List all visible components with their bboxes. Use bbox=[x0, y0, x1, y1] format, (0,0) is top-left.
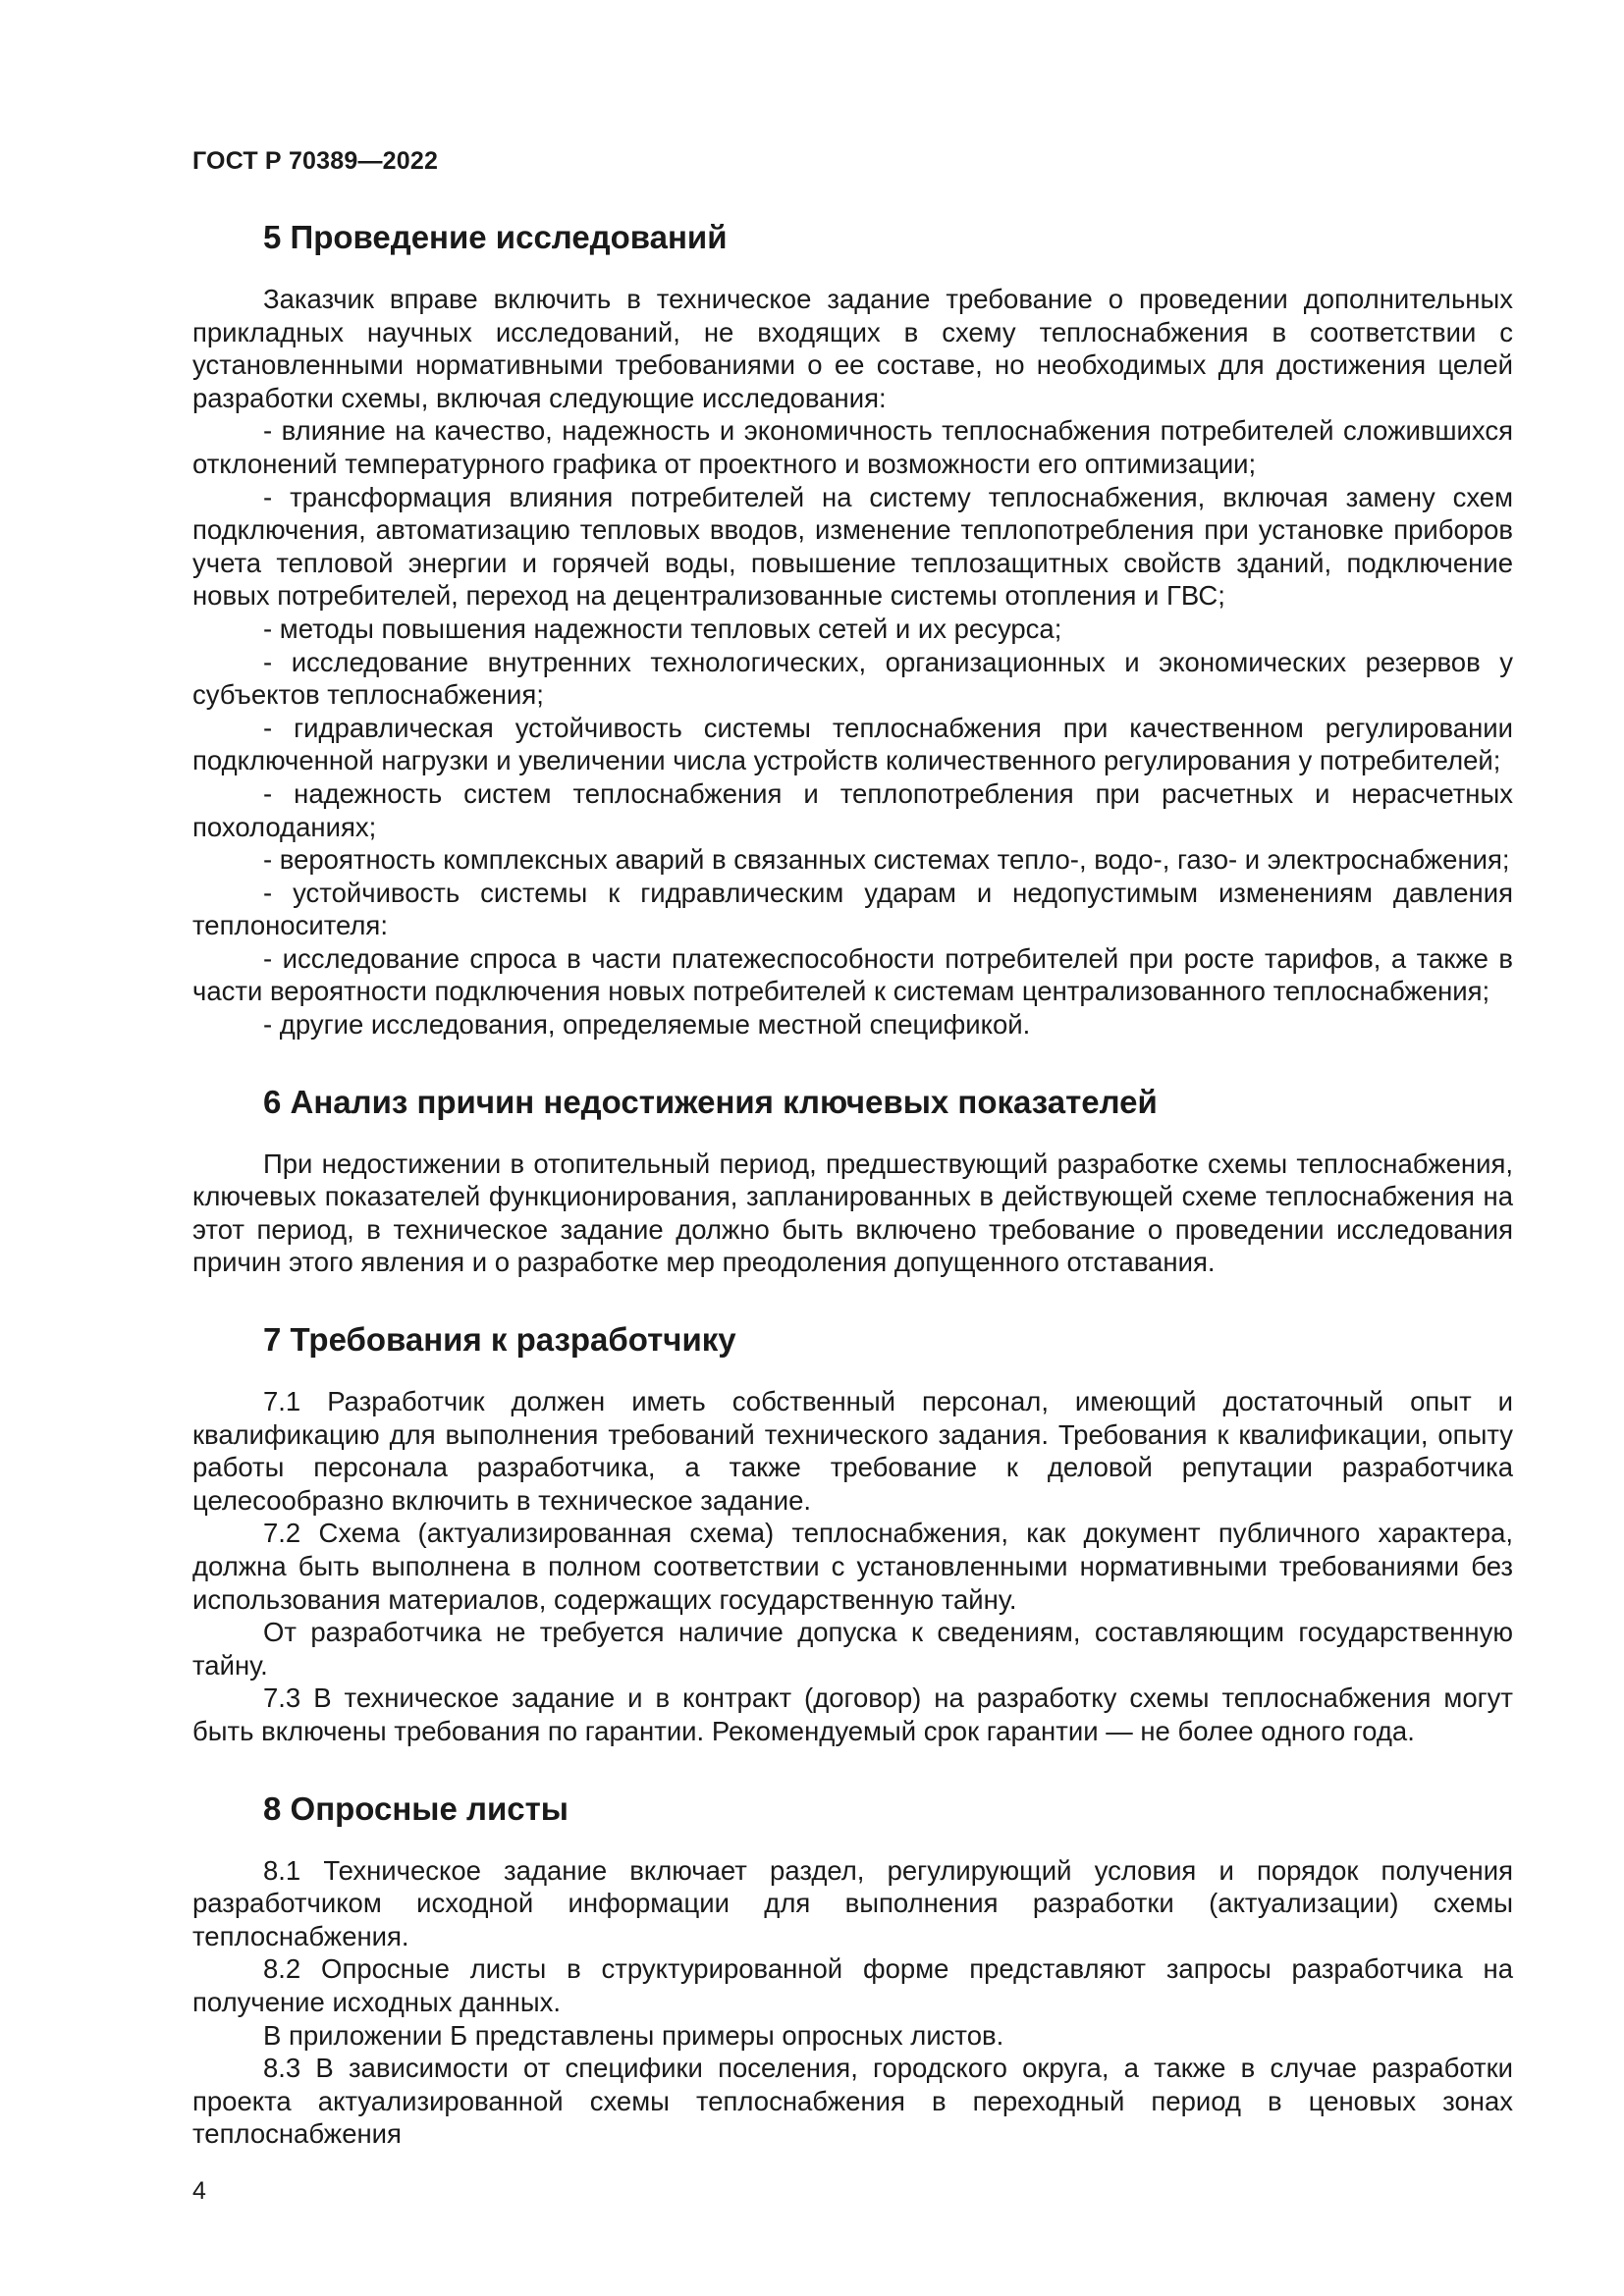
section-6 bbox=[192, 1083, 1513, 1279]
list-item: - надежность систем теплоснабжения и теплопотребления при расчетных и нерасчетных похолоданиях; bbox=[192, 777, 1513, 842]
list-item: - гидравлическая устойчивость системы теплоснабжения при качественном регулировании подключенной нагрузки и увеличении числа устройств количественного регулирования у потребителей; bbox=[192, 712, 1513, 776]
paragraph: В приложении Б представлены примеры опросных листов. bbox=[263, 2019, 1004, 2051]
paragraph: Заказчик вправе включить в техническое задание требование о проведении дополнительных прикладных научных исследований, не входящих в схему теплоснабжения в соответствии с установленными нормативными требованиями о ее составе, но необходимых для достижения целей разработки схемы, включая следующие исследования: bbox=[192, 284, 1513, 413]
paragraph: 8.3 В зависимости от специфики поселения, городского округа, а также в случае разработки проекта актуализированной схемы теплоснабжения в переходный период в ценовых зонах теплоснабжения bbox=[192, 2053, 1513, 2150]
list-item: - исследование спроса в части платежеспособности потребителей при росте тарифов, а также в части вероятности подключения новых потребителей к системам централизованного теплоснабжения; bbox=[192, 942, 1513, 1007]
section-title: 5 Проведение исследований bbox=[263, 219, 728, 255]
paragraph: 8.1 Техническое задание включает раздел, регулирующий условия и порядок получения разработчиком исходной информации для выполнения разработки (актуализации) схемы теплоснабжения. bbox=[192, 1854, 1513, 1951]
paragraph: 8.2 Опросные листы в структурированной форме представляют запросы разработчика на получение исходных данных. bbox=[192, 1953, 1513, 2017]
paragraph: 7.2 Схема (актуализированная схема) теплоснабжения, как документ публичного характера, должна быть выполнена в полном соответствии с установленными нормативными требованиями без использования материалов, содержащих государственную тайну. bbox=[192, 1518, 1513, 1615]
paragraph: 7.3 В техническое задание и в контракт (договор) на разработку схемы теплоснабжения могут быть включены требования по гарантии. Рекомендуемый срок гарантии — не более одного года. bbox=[192, 1682, 1513, 1746]
list-item: - другие исследования, определяемые местной спецификой. bbox=[263, 1009, 1031, 1041]
document-page bbox=[192, 0, 1513, 2296]
page-number: 4 bbox=[192, 2177, 206, 2205]
document-code-header: ГОСТ Р 70389—2022 bbox=[192, 147, 439, 175]
paragraph: 7.1 Разработчик должен иметь собственный персонал, имеющий достаточный опыт и квалификацию для выполнения требований технического задания. Требования к квалификации, опыту работы персонала разработчика, а также требование к деловой репутации разработчика целесообразно включить в техническое задание. bbox=[192, 1386, 1513, 1516]
list-item: - методы повышения надежности тепловых сетей и их ресурса; bbox=[263, 613, 1062, 644]
list-item: - влияние на качество, надежность и экономичность теплоснабжения потребителей сложившихся отклонений температурного графика от проектного и возможности его оптимизации; bbox=[192, 415, 1513, 479]
list-item: - устойчивость системы к гидравлическим ударам и недопустимым изменениям давления теплоносителя: bbox=[192, 877, 1513, 941]
section-title: 6 Анализ причин недостижения ключевых показателей bbox=[263, 1083, 1158, 1120]
paragraph: При недостижении в отопительный период, предшествующий разработке схемы теплоснабжения, ключевых показателей функционирования, запланированных в действующей схеме теплоснабжения на этот период, в техническое задание должно быть включено требование о проведении исследования причин этого явления и о разработке мер преодоления допущенного отставания. bbox=[192, 1148, 1513, 1278]
list-item: - трансформация влияния потребителей на систему теплоснабжения, включая замену схем подключения, автоматизацию тепловых вводов, изменение теплопотребления при установке приборов учета тепловой энергии и горячей воды, повышение теплозащитных свойств зданий, подключение новых потребителей, переход на децентрализованные системы отопления и ГВС; bbox=[192, 481, 1513, 612]
section-title: 7 Требования к разработчику bbox=[263, 1321, 736, 1359]
section-7 bbox=[192, 1320, 1513, 1748]
section-8 bbox=[192, 1789, 1513, 2151]
list-item: - вероятность комплексных аварий в связанных системах тепло-, водо-, газо- и электроснабжения; bbox=[263, 844, 1510, 876]
section-title: 8 Опросные листы bbox=[263, 1789, 568, 1827]
list-item: - исследование внутренних технологических, организационных и экономических резервов у субъектов теплоснабжения; bbox=[192, 646, 1513, 711]
section-5 bbox=[192, 218, 1513, 1041]
document-body bbox=[192, 218, 1513, 2192]
paragraph: От разработчика не требуется наличие допуска к сведениям, составляющим государственную тайну. bbox=[192, 1617, 1513, 1681]
